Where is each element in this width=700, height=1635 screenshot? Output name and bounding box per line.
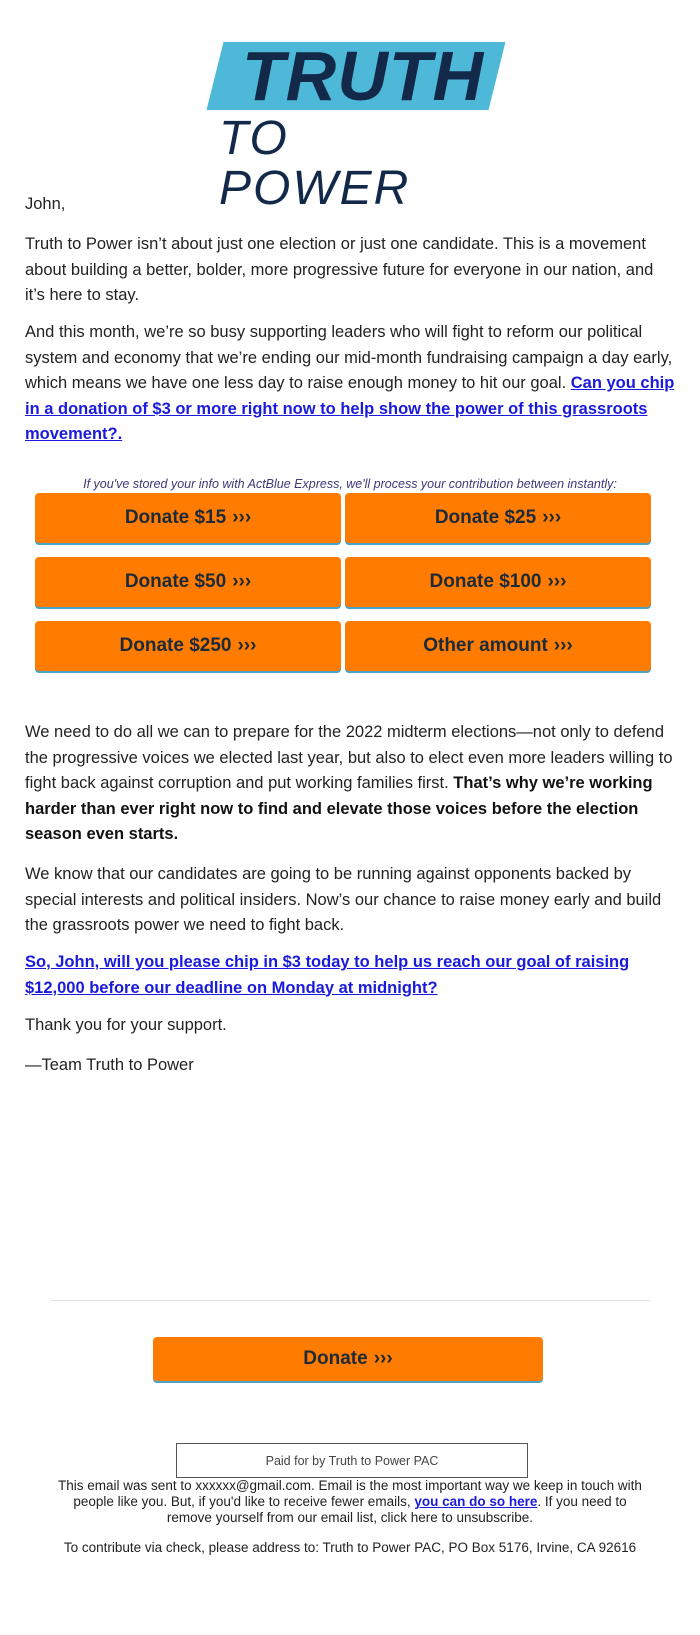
actblue-note: If you've stored your info with ActBlue Express, we'll process your contribution between instantly: [83,477,617,491]
arrow-icon: ››› [553,635,573,656]
thanks-text: Thank you for your support. [25,1016,227,1034]
paragraph-4 [25,862,675,939]
arrow-icon: ››› [547,571,567,592]
paragraph-3-bold: That’s why we’re working harder than ever right now to find and elevate those voices before the election season even starts. [25,774,653,843]
paid-for-disclaimer [176,1443,528,1478]
divider [50,1300,650,1301]
greeting [25,192,675,218]
donate-other-label: Other amount [423,635,548,656]
greeting-text: John, [25,195,66,213]
signoff-text: —Team Truth to Power [25,1056,194,1074]
paragraph-3-body: We need to do all we can to prepare for the 2022 midterm elections—not only to defend the progressive voices we elected last year, but also to elect even more leaders willing to fight back against corruption and put working families first. [25,723,673,792]
footer-donate-button[interactable] [153,1337,543,1381]
footer-sent-notice [50,1478,650,1526]
paragraph-1 [25,232,675,309]
donate-250-label: Donate $250 [119,635,232,656]
logo-line-2: TO POWER [219,112,411,215]
chip-in-link[interactable]: Can you chip in a donation of $3 or more right now to help show the power of this grassroots movement?. [25,374,675,443]
arrow-icon: ››› [373,1348,393,1369]
footer-sent-text: This email was sent to xxxxxx@gmail.com. Email is the most important way we keep in touch with people like you. But, if you'd like to receive fewer emails, [58,1478,642,1509]
thanks [25,1013,675,1039]
donate-100-button[interactable] [345,557,651,607]
logo-line-1: TRUTH [241,37,485,115]
arrow-icon: ››› [542,507,562,528]
chip-in-3-link[interactable]: So, John, will you please chip in $3 today to help us reach our goal of raising $12,000 before our deadline on Monday at midnight? [25,953,630,997]
truth-to-power-logo [205,37,505,215]
paragraph-2-text [25,320,675,448]
check-address-text: To contribute via check, please address to: Truth to Power PAC, PO Box 5176, Irvine, CA 92616 [63,1540,637,1555]
donate-15-label: Donate $15 [124,507,227,528]
footer-donate-label: Donate [303,1348,368,1369]
donate-25-button[interactable] [345,493,651,543]
paragraph-2-body: And this month, we’re so busy supporting leaders who will fight to reform our political system and economy that we’re ending our mid-month fundraising campaign a day early, which means we have one less day to raise enough money to hit our goal. [25,323,673,392]
footer-check-address [50,1540,650,1556]
paid-for-text: Paid for by Truth to Power PAC [265,1453,439,1468]
paragraph-5 [25,950,675,1001]
fewer-emails-link[interactable]: you can do so here [414,1494,538,1509]
paragraph-3 [25,720,675,848]
donate-other-button[interactable] [345,621,651,671]
paragraph-4-text: We know that our candidates are going to be running against opponents backed by special interests and political insiders. Now’s our chance to raise money early and build the grassroots power we need to fight back. [25,865,662,934]
donate-15-button[interactable] [35,493,341,543]
arrow-icon: ››› [232,507,252,528]
donate-100-label: Donate $100 [429,571,542,592]
donate-50-button[interactable] [35,557,341,607]
paragraph-1-text: Truth to Power isn’t about just one election or just one candidate. This is a movement about building a better, bolder, more progressive future for everyone in our nation, and it’s here to stay. [25,235,654,304]
arrow-icon: ››› [237,635,257,656]
donate-250-button[interactable] [35,621,341,671]
arrow-icon: ››› [232,571,252,592]
signoff [25,1053,675,1079]
paragraph-2 [25,320,675,448]
donate-50-label: Donate $50 [124,571,227,592]
donate-25-label: Donate $25 [434,507,537,528]
footer-unsubscribe-text: . If you need to remove yourself from our email list, click here to unsubscribe. [166,1494,627,1525]
paragraph-3-text [25,720,675,848]
